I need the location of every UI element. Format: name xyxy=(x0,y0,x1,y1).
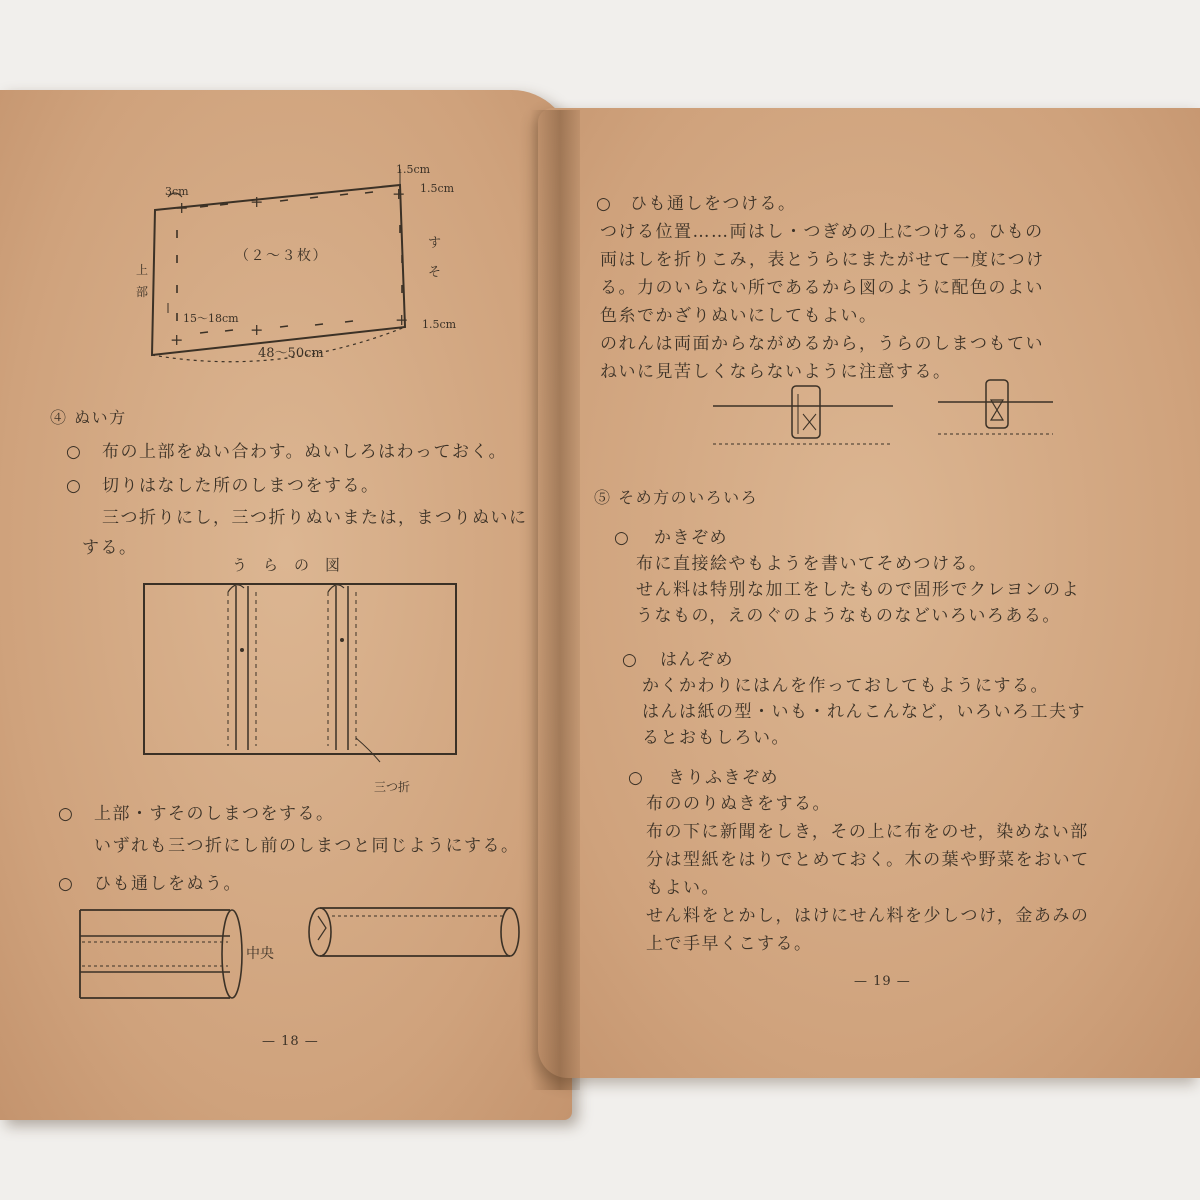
item-line: 切りはなした所のしまつをする。 xyxy=(102,476,380,496)
item-title: かきぞめ xyxy=(654,528,728,548)
svg-text:+: + xyxy=(392,184,406,203)
top-side-label: 上部 xyxy=(136,263,150,299)
item-line: いずれも三つ折にし前のしまつと同じようにする。 xyxy=(94,836,520,856)
svg-text:+: + xyxy=(395,310,409,329)
item-bullet: ○ xyxy=(628,768,645,788)
center-label: 中央 xyxy=(246,946,274,962)
page-number: — 18 — xyxy=(262,1034,319,1049)
item-line: せん料は特別な加工をしたもので固形でクレヨンのよ xyxy=(636,580,1080,600)
item-line: 布ののりぬきをする。 xyxy=(646,794,831,814)
dim-right-top-label: 1.5cm xyxy=(420,182,455,195)
item-bullet: ○ xyxy=(66,442,83,462)
item-bullet: ○ xyxy=(596,194,613,214)
item-line: かくかわりにはんを作っておしてもようにする。 xyxy=(642,676,1049,696)
item-line: 色糸でかざりぬいにしてもよい。 xyxy=(600,306,878,326)
svg-text:+: + xyxy=(250,320,264,339)
svg-text:+: + xyxy=(170,330,184,349)
sheets-label: （２～３枚） xyxy=(235,248,328,264)
section-5-title: ⑤ そめ方のいろいろ xyxy=(594,488,759,507)
item-bullet: ○ xyxy=(58,874,75,894)
page-number: — 19 — xyxy=(854,974,911,989)
loop-attach-figure xyxy=(708,376,1068,451)
loop-sewing-figure xyxy=(70,898,520,1003)
dim-bottom-left-label: 15～18cm xyxy=(183,312,239,325)
item-line: もよい。 xyxy=(646,878,720,898)
item-line: のれんは両面からながめるから，うらのしまつもてい xyxy=(600,334,1044,354)
item-line: るとおもしろい。 xyxy=(642,728,790,748)
item-bullet: ○ xyxy=(614,528,631,548)
tri-fold-label: 三つ折 xyxy=(374,780,411,794)
item-line: せん料をとかし，はけにせん料を少しつけ，金あみの xyxy=(646,906,1090,926)
item-line: 両はしを折りこみ，表とうらにまたがせて一度につけ xyxy=(600,250,1045,270)
dim-right-bottom-label: 1.5cm xyxy=(422,318,457,331)
item-line: つける位置……両はし・つぎめの上につける。ひもの xyxy=(600,222,1044,242)
item-title: はんぞめ xyxy=(660,650,734,670)
item-line: 分は型紙をはりでとめておく。木の葉や野菜をおいて xyxy=(646,850,1090,870)
item-title: きりふきぞめ xyxy=(668,768,779,788)
back-view-title: うらの図 xyxy=(232,556,357,574)
svg-text:+: + xyxy=(250,192,264,211)
item-line: うなもの，えのぐのようなものなどいろいろある。 xyxy=(636,606,1061,626)
item-line: 布に直接絵やもようを書いてそめつける。 xyxy=(636,554,988,574)
item-bullet: ○ xyxy=(66,476,83,496)
item-line: 布の上部をぬい合わす。ぬいしろはわっておく。 xyxy=(102,442,508,462)
section-4-title: ④ ぬい方 xyxy=(50,408,127,427)
right-page xyxy=(538,108,1200,1078)
dim-corner-label: 3cm xyxy=(165,185,189,198)
dim-bottom-label: 48～50cm xyxy=(258,346,324,361)
item-line: はんは紙の型・いも・れんこんなど，いろいろ工夫す xyxy=(642,702,1086,722)
item-line: ねいに見苦しくならないように注意する。 xyxy=(600,362,952,382)
item-line: ひも通しをぬう。 xyxy=(94,874,242,894)
item-line: 三つ折りにし，三つ折りぬいまたは，まつりぬいに xyxy=(102,508,528,528)
item-bullet: ○ xyxy=(622,650,639,670)
item-line: る。力のいらない所であるから図のように配色のよい xyxy=(600,278,1044,298)
dim-top-right-label: 1.5cm xyxy=(396,163,431,176)
back-view-figure xyxy=(140,578,460,763)
svg-text:+: + xyxy=(175,198,189,217)
item-bullet: ○ xyxy=(58,804,75,824)
item-title: ひも通しをつける。 xyxy=(630,194,797,214)
item-line: 上で手早くこする。 xyxy=(646,934,813,954)
item-line: する。 xyxy=(82,538,138,558)
left-page xyxy=(0,90,572,1120)
hem-side-label: すそ xyxy=(428,236,443,280)
item-line: 布の下に新聞をしき，その上に布をのせ，染めない部 xyxy=(646,822,1089,842)
item-line: 上部・すそのしまつをする。 xyxy=(94,804,335,824)
